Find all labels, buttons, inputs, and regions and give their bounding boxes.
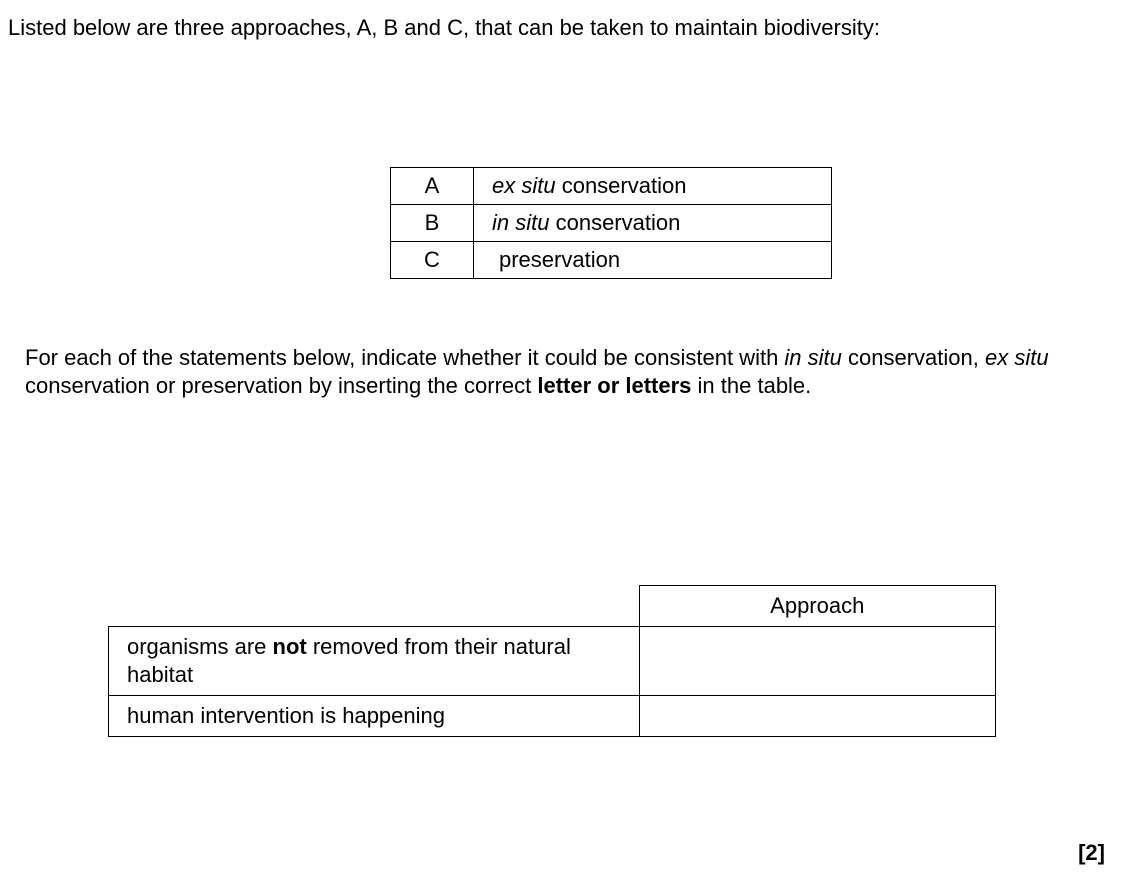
approach-answer-cell[interactable] bbox=[639, 627, 996, 696]
approach-row-c bbox=[391, 242, 832, 279]
approach-column-header: Approach bbox=[639, 586, 996, 627]
statement-part: removed from their natural habitat bbox=[127, 634, 571, 687]
intro-text: Listed below are three approaches, A, B and C, that can be taken to maintain biodiversity: bbox=[8, 15, 880, 40]
approach-letter: C bbox=[391, 242, 474, 279]
approach-description bbox=[474, 242, 832, 279]
statements-table bbox=[108, 585, 996, 737]
instruction-text bbox=[25, 344, 1105, 400]
instruction-part: in the table. bbox=[691, 373, 812, 398]
statement-bold: not bbox=[272, 634, 307, 659]
approaches-table bbox=[390, 167, 832, 279]
approach-rest: conservation bbox=[549, 210, 681, 235]
header-spacer bbox=[109, 586, 640, 627]
statement-row bbox=[109, 696, 996, 737]
approach-description bbox=[474, 168, 832, 205]
approach-term: in situ bbox=[492, 210, 550, 235]
approach-rest: preservation bbox=[499, 247, 621, 272]
approach-term: ex situ bbox=[492, 173, 556, 198]
statement-text bbox=[109, 627, 640, 696]
approach-description bbox=[474, 205, 832, 242]
instruction-italic: ex situ bbox=[984, 345, 1049, 370]
approach-letter: B bbox=[391, 205, 474, 242]
instruction-italic: in situ bbox=[784, 345, 842, 370]
approach-row-a bbox=[391, 168, 832, 205]
marks-label: [2] bbox=[1078, 840, 1105, 865]
approach-rest: conservation bbox=[555, 173, 687, 198]
instruction-part: conservation or preservation by inserting the correct bbox=[25, 373, 538, 398]
instruction-part: conservation, bbox=[841, 345, 985, 370]
statement-part: organisms are bbox=[127, 634, 273, 659]
approach-letter: A bbox=[391, 168, 474, 205]
approach-row-b bbox=[391, 205, 832, 242]
statement-text bbox=[109, 696, 640, 737]
instruction-bold: letter or letters bbox=[537, 373, 692, 398]
statement-part: human intervention is happening bbox=[127, 703, 446, 728]
statements-header-row bbox=[109, 586, 996, 627]
approach-answer-cell[interactable] bbox=[639, 696, 996, 737]
instruction-part: For each of the statements below, indicate whether it could be consistent with bbox=[25, 345, 785, 370]
statement-row bbox=[109, 627, 996, 696]
